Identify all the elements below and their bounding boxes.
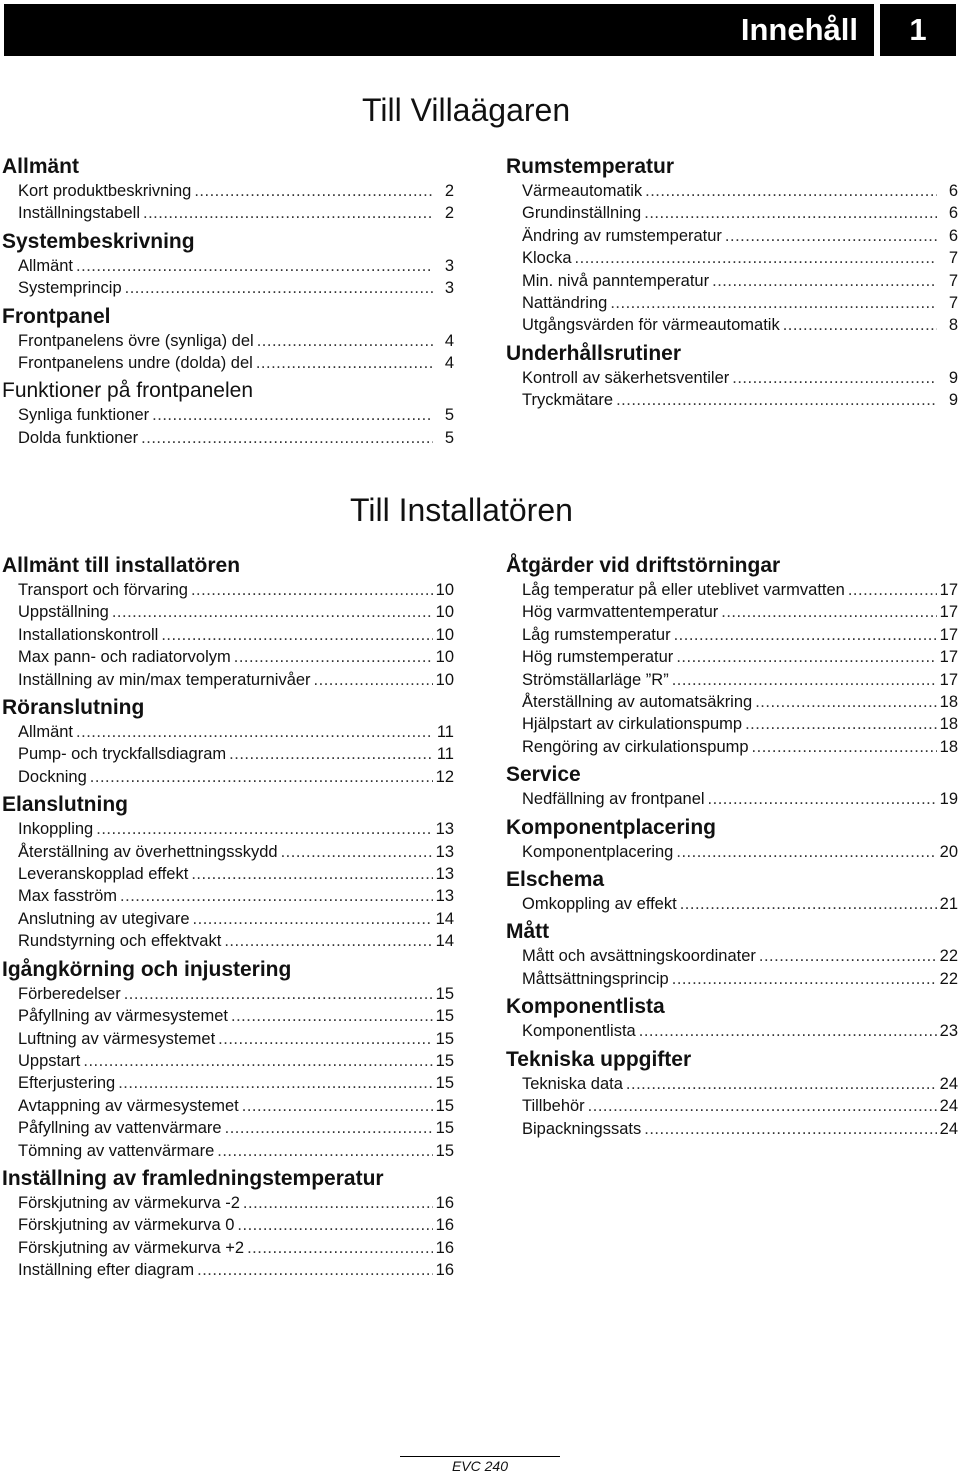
toc-entry[interactable] [2, 818, 454, 840]
toc-entry[interactable] [2, 180, 454, 202]
section-title: Komponentlista [506, 995, 665, 1019]
toc-entry[interactable] [2, 863, 454, 885]
toc-entry-page: 5 [444, 428, 454, 447]
header-bar [4, 4, 874, 56]
toc-entry-page: 14 [435, 932, 454, 951]
toc-entry-label: Värmeautomatik [522, 182, 643, 200]
toc-entry-label: Pump- och tryckfallsdiagram [18, 745, 227, 764]
toc-leader-dots [848, 579, 937, 601]
section-entries [506, 945, 958, 990]
toc-leader-dots [610, 292, 937, 314]
toc-entry-label: Inställningstabell [18, 204, 140, 223]
toc-entry-label: Hjälpstart av cirkulationspump [522, 715, 743, 734]
toc-entry-label: Rengöring av cirkulationspump [522, 737, 749, 756]
toc-entry[interactable] [506, 646, 958, 668]
toc-entry[interactable] [2, 352, 454, 374]
toc-entry-label: Förskjutning av värmekurva -2 [18, 1193, 240, 1212]
toc-entry[interactable] [2, 277, 454, 299]
toc-entry-label: Förskjutning av värmekurva 0 [18, 1216, 235, 1235]
toc-entry-page: 21 [939, 895, 958, 914]
toc-entry[interactable] [506, 893, 958, 915]
toc-entry-page: 4 [444, 354, 454, 373]
toc-entry-page: 2 [444, 182, 454, 200]
toc-entry[interactable] [2, 908, 454, 930]
toc-column-installer-right [506, 553, 958, 1144]
toc-entry-page: 18 [939, 715, 958, 734]
toc-leader-dots [626, 1073, 937, 1095]
toc-entry-label: Max pann- och radiatorvolym [18, 648, 231, 667]
toc-entry-page: 9 [948, 391, 958, 410]
toc-entry-label: Anslutning av utegivare [18, 909, 190, 928]
toc-entry-label: Tekniska data [522, 1074, 623, 1093]
toc-entry-label: Hög rumstemperatur [522, 648, 674, 667]
toc-entry[interactable] [506, 788, 958, 810]
toc-entry-page: 12 [435, 767, 454, 786]
toc-entry[interactable] [506, 736, 958, 758]
toc-leader-dots [124, 983, 433, 1005]
toc-leader-dots [644, 1118, 936, 1140]
toc-entry[interactable] [2, 404, 454, 426]
toc-entry[interactable] [2, 983, 454, 1005]
toc-entry[interactable] [506, 367, 958, 389]
section-entries [2, 1192, 454, 1282]
toc-entry-label: Allmänt [18, 723, 74, 742]
toc-entry-page: 24 [939, 1074, 958, 1093]
toc-column-installer-left [2, 553, 454, 1286]
toc-entry[interactable] [506, 314, 958, 336]
toc-entry-page: 10 [435, 581, 454, 599]
toc-entry-page: 9 [948, 368, 958, 387]
toc-entry[interactable] [2, 1140, 454, 1162]
section-title: Mått [506, 920, 550, 944]
toc-entry-page: 14 [435, 909, 454, 928]
toc-entry-label: Återställning av automatsäkring [522, 693, 753, 712]
section-entries [2, 255, 454, 300]
toc-leader-dots [732, 367, 937, 389]
toc-entry[interactable] [506, 1095, 958, 1117]
toc-entry-page: 13 [435, 820, 454, 839]
page-title: Innehåll [740, 12, 858, 47]
toc-entry-label: Rundstyrning och effektvakt [18, 932, 222, 951]
toc-leader-dots [755, 691, 936, 713]
toc-entry-page: 6 [948, 204, 958, 223]
toc-entry-page: 18 [939, 737, 958, 756]
toc-entry-page: 10 [435, 648, 454, 667]
toc-entry-label: Grundinställning [522, 204, 642, 223]
toc-entry-label: Allmänt [18, 256, 74, 275]
toc-entry-page: 13 [435, 865, 454, 884]
toc-entry-page: 3 [444, 279, 454, 298]
toc-entry[interactable] [2, 841, 454, 863]
toc-leader-dots [752, 736, 937, 758]
toc-entry[interactable] [2, 330, 454, 352]
toc-entry[interactable] [2, 1117, 454, 1139]
toc-entry-label: Strömställarläge ”R” [522, 670, 669, 689]
toc-leader-dots [645, 180, 937, 202]
toc-entry-page: 15 [435, 1119, 454, 1138]
toc-entry-label: Dolda funktioner [18, 428, 139, 447]
toc-entry-page: 15 [435, 1074, 454, 1093]
section-title: Frontpanel [2, 304, 111, 328]
toc-entry-label: Leveranskopplad effekt [18, 865, 189, 884]
toc-leader-dots [143, 202, 433, 224]
toc-leader-dots [672, 669, 937, 691]
toc-entry[interactable] [2, 1050, 454, 1072]
section-entries [506, 1020, 958, 1042]
toc-entry-page: 11 [436, 723, 454, 742]
toc-entry-page: 10 [435, 670, 454, 689]
section-title: Elanslutning [2, 793, 128, 817]
toc-entry-page: 15 [435, 1051, 454, 1070]
toc-leader-dots [118, 1072, 432, 1094]
toc-entry[interactable] [2, 202, 454, 224]
toc-leader-dots [161, 624, 432, 646]
toc-entry-label: Frontpanelens övre (synliga) del [18, 331, 254, 350]
toc-entry-label: Återställning av överhettningsskydd [18, 842, 278, 861]
section-entries [2, 330, 454, 375]
toc-leader-dots [680, 893, 937, 915]
toc-entry[interactable] [2, 930, 454, 952]
toc-leader-dots [314, 669, 433, 691]
toc-entry[interactable] [506, 225, 958, 247]
toc-leader-dots [193, 908, 433, 930]
section-title: Underhållsrutiner [506, 341, 682, 365]
toc-entry-label: Låg rumstemperatur [522, 625, 671, 644]
toc-leader-dots [616, 389, 937, 411]
toc-entry-label: Komponentlista [522, 1022, 636, 1041]
toc-entry-page: 17 [939, 603, 958, 622]
section-title: Inställning av framledningstemperatur [2, 1166, 384, 1190]
toc-entry[interactable] [506, 1020, 958, 1042]
toc-entry-page: 10 [435, 625, 454, 644]
toc-column-owner-right [506, 154, 958, 416]
toc-entry-label: Ändring av rumstemperatur [522, 226, 722, 245]
toc-entry[interactable] [506, 247, 958, 269]
toc-entry-page: 6 [948, 182, 958, 200]
toc-entry[interactable] [506, 669, 958, 691]
toc-entry-label: Dockning [18, 767, 87, 786]
toc-entry-page: 22 [939, 947, 958, 966]
toc-leader-dots [256, 352, 433, 374]
toc-entry[interactable] [506, 292, 958, 314]
toc-entry-page: 24 [939, 1119, 958, 1138]
section-entries [2, 818, 454, 952]
section-entries [506, 788, 958, 810]
toc-entry-label: Nattändring [522, 294, 608, 313]
toc-entry-page: 16 [435, 1261, 454, 1280]
section-title: Åtgärder vid driftstörningar [506, 554, 781, 577]
toc-entry-label: Påfyllning av vattenvärmare [18, 1119, 222, 1138]
section-title: Funktioner på frontpanelen [2, 379, 254, 403]
toc-leader-dots [191, 863, 432, 885]
toc-entry[interactable] [506, 579, 958, 601]
toc-entry-page: 17 [939, 625, 958, 644]
toc-entry-page: 6 [948, 226, 958, 245]
toc-entry[interactable] [2, 1192, 454, 1214]
toc-entry-page: 7 [948, 249, 958, 268]
section-entries [506, 893, 958, 915]
toc-entry-label: Min. nivå panntemperatur [522, 271, 710, 290]
toc-entry[interactable] [506, 270, 958, 292]
toc-leader-dots [257, 330, 433, 352]
toc-entry-page: 16 [435, 1238, 454, 1257]
toc-leader-dots [247, 1237, 433, 1259]
toc-leader-dots [745, 713, 937, 735]
toc-leader-dots [112, 601, 433, 623]
toc-entry[interactable] [506, 968, 958, 990]
toc-entry-page: 3 [444, 256, 454, 275]
toc-entry-label: Inställning av min/max temperaturnivåer [18, 670, 311, 689]
toc-leader-dots [674, 624, 937, 646]
toc-leader-dots [672, 968, 937, 990]
section-title: Tekniska uppgifter [506, 1047, 692, 1071]
toc-entry-label: Påfyllning av värmesystemet [18, 1007, 228, 1026]
toc-entry-label: Nedfällning av frontpanel [522, 790, 705, 809]
toc-leader-dots [712, 270, 937, 292]
section-title: Elschema [506, 868, 605, 892]
toc-entry[interactable] [2, 579, 454, 601]
toc-leader-dots [242, 1095, 433, 1117]
toc-entry[interactable] [506, 180, 958, 202]
toc-entry-label: Kort produktbeskrivning [18, 182, 192, 200]
toc-entry-page: 17 [939, 648, 958, 667]
section-entries [2, 579, 454, 691]
toc-leader-dots [217, 1140, 432, 1162]
toc-entry-page: 17 [939, 581, 958, 599]
toc-entry[interactable] [506, 1073, 958, 1095]
toc-entry-page: 2 [444, 204, 454, 223]
toc-entry-label: Måttsättningsprincip [522, 969, 669, 988]
toc-entry[interactable] [2, 1028, 454, 1050]
toc-leader-dots [125, 277, 433, 299]
toc-column-owner-left [2, 154, 454, 453]
section-title: Service [506, 763, 581, 787]
section-entries [2, 983, 454, 1162]
toc-leader-dots [197, 1259, 433, 1281]
toc-entry-label: Låg temperatur på eller uteblivet varmvatten [522, 581, 845, 599]
toc-leader-dots [243, 1192, 433, 1214]
toc-entry-page: 10 [435, 603, 454, 622]
toc-leader-dots [721, 601, 936, 623]
toc-entry-page: 15 [435, 1141, 454, 1160]
toc-entry[interactable] [2, 1259, 454, 1281]
part-title-villaagaren: Till Villaägaren [362, 92, 571, 128]
toc-leader-dots [759, 945, 937, 967]
toc-leader-dots [231, 1005, 433, 1027]
toc-entry[interactable] [506, 945, 958, 967]
toc-leader-dots [783, 314, 937, 336]
toc-leader-dots [725, 225, 937, 247]
toc-entry[interactable] [2, 255, 454, 277]
toc-leader-dots [644, 202, 937, 224]
section-title: Allmänt till installatören [2, 554, 241, 577]
toc-leader-dots [224, 930, 432, 952]
toc-entry[interactable] [2, 1072, 454, 1094]
toc-entry-page: 19 [939, 790, 958, 809]
toc-leader-dots [141, 427, 433, 449]
section-title: Igångkörning och injustering [2, 957, 292, 981]
toc-entry-label: Max fasström [18, 887, 118, 906]
toc-entry[interactable] [2, 646, 454, 668]
toc-entry-page: 15 [435, 1007, 454, 1026]
toc-entry-page: 7 [948, 271, 958, 290]
toc-entry-label: Inställning efter diagram [18, 1261, 195, 1280]
toc-leader-dots [234, 646, 433, 668]
toc-leader-dots [225, 1117, 433, 1139]
toc-leader-dots [194, 180, 433, 202]
toc-entry[interactable] [2, 1005, 454, 1027]
toc-entry[interactable] [506, 713, 958, 735]
toc-entry-page: 22 [939, 969, 958, 988]
toc-entry-label: Installationskontroll [18, 625, 159, 644]
toc-entry[interactable] [506, 624, 958, 646]
footer [400, 1456, 560, 1475]
section-entries [506, 579, 958, 758]
toc-entry[interactable] [2, 601, 454, 623]
section-title: Systembeskrivning [2, 229, 195, 253]
toc-leader-dots [708, 788, 937, 810]
toc-entry[interactable] [2, 669, 454, 691]
toc-entry-page: 5 [444, 406, 454, 425]
toc-entry-label: Systemprincip [18, 279, 122, 298]
toc-entry[interactable] [2, 1095, 454, 1117]
section-entries [2, 180, 454, 225]
toc-leader-dots [281, 841, 433, 863]
section-title: Allmänt [2, 155, 80, 178]
toc-entry-label: Klocka [522, 249, 572, 268]
toc-leader-dots [120, 885, 433, 907]
toc-entry-label: Efterjustering [18, 1074, 116, 1093]
toc-leader-dots [588, 1095, 937, 1117]
toc-entry[interactable] [506, 691, 958, 713]
toc-entry-page: 4 [444, 331, 454, 350]
toc-entry[interactable] [506, 1118, 958, 1140]
toc-entry[interactable] [2, 766, 454, 788]
toc-entry-label: Transport och förvaring [18, 581, 188, 599]
toc-entry-page: 18 [939, 693, 958, 712]
toc-entry-page: 7 [948, 294, 958, 313]
toc-leader-dots [83, 1050, 432, 1072]
section-entries [506, 1073, 958, 1140]
toc-leader-dots [575, 247, 937, 269]
toc-entry-page: 23 [939, 1022, 958, 1041]
toc-entry[interactable] [2, 1214, 454, 1236]
toc-entry-label: Kontroll av säkerhetsventiler [522, 368, 730, 387]
section-entries [2, 404, 454, 449]
toc-entry-label: Uppstart [18, 1051, 81, 1070]
toc-leader-dots [229, 743, 433, 765]
section-title: Röranslutning [2, 696, 145, 720]
toc-entry-page: 15 [435, 984, 454, 1003]
toc-entry-page: 13 [435, 887, 454, 906]
page-number: 1 [880, 4, 956, 56]
toc-entry-page: 8 [948, 316, 958, 335]
toc-entry-label: Tömning av vattenvärmare [18, 1141, 215, 1160]
toc-leader-dots [90, 766, 433, 788]
toc-entry-label: Tryckmätare [522, 391, 614, 410]
toc-entry[interactable] [2, 427, 454, 449]
toc-leader-dots [76, 721, 433, 743]
toc-entry-page: 16 [435, 1216, 454, 1235]
toc-entry-page: 16 [435, 1193, 454, 1212]
toc-entry-page: 17 [939, 670, 958, 689]
toc-entry-label: Frontpanelens undre (dolda) del [18, 354, 253, 373]
toc-leader-dots [76, 255, 433, 277]
section-title: Komponentplacering [506, 815, 717, 839]
toc-entry-page: 13 [435, 842, 454, 861]
toc-entry-label: Luftning av värmesystemet [18, 1029, 216, 1048]
toc-entry[interactable] [506, 841, 958, 863]
toc-entry-label: Uppställning [18, 603, 109, 622]
toc-entry[interactable] [506, 389, 958, 411]
section-title: Rumstemperatur [506, 155, 675, 178]
toc-leader-dots [218, 1028, 432, 1050]
toc-entry-page: 15 [435, 1029, 454, 1048]
toc-entry[interactable] [2, 624, 454, 646]
section-entries [506, 180, 958, 337]
toc-entry-label: Omkoppling av effekt [522, 895, 677, 914]
part-title-installatoren: Till Installatören [350, 492, 573, 528]
toc-leader-dots [237, 1214, 432, 1236]
footer-model: EVC 240 [451, 1458, 509, 1474]
section-entries [506, 841, 958, 863]
toc-leader-dots [96, 818, 432, 840]
toc-entry[interactable] [506, 202, 958, 224]
toc-leader-dots [676, 841, 936, 863]
toc-entry[interactable] [2, 1237, 454, 1259]
toc-leader-dots [152, 404, 433, 426]
toc-entry-label: Bipackningssats [522, 1119, 642, 1138]
toc-entry-page: 11 [436, 745, 454, 764]
toc-entry-page: 20 [939, 842, 958, 861]
toc-leader-dots [191, 579, 433, 601]
toc-entry[interactable] [2, 885, 454, 907]
toc-entry-label: Inkoppling [18, 820, 94, 839]
toc-leader-dots [639, 1020, 937, 1042]
toc-entry-label: Avtappning av värmesystemet [18, 1096, 239, 1115]
toc-entry-label: Utgångsvärden för värmeautomatik [522, 316, 780, 335]
toc-entry-label: Synliga funktioner [18, 406, 150, 425]
toc-entry[interactable] [2, 721, 454, 743]
toc-entry-page: 15 [435, 1096, 454, 1115]
toc-entry-page: 24 [939, 1097, 958, 1116]
toc-entry-label: Förberedelser [18, 984, 121, 1003]
toc-entry[interactable] [506, 601, 958, 623]
section-entries [2, 721, 454, 788]
toc-entry-label: Mått och avsättningskoordinater [522, 947, 756, 966]
toc-entry[interactable] [2, 743, 454, 765]
section-entries [506, 367, 958, 412]
toc-entry-label: Förskjutning av värmekurva +2 [18, 1238, 245, 1257]
toc-entry-label: Hög varmvattentemperatur [522, 603, 719, 622]
toc-entry-label: Komponentplacering [522, 842, 674, 861]
toc-leader-dots [676, 646, 936, 668]
toc-entry-label: Tillbehör [522, 1097, 585, 1116]
